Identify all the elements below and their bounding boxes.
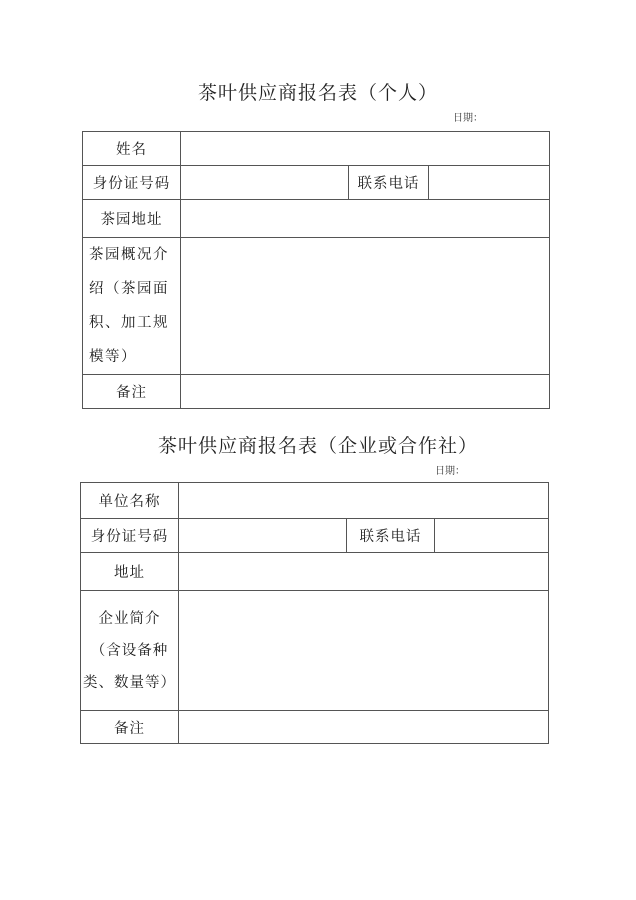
unit-name-label: 单位名称 bbox=[81, 483, 179, 519]
id-number-field[interactable] bbox=[181, 166, 349, 200]
garden-intro-label: 茶园概况介 绍（茶园面 积、加工规 模等） bbox=[83, 238, 181, 375]
phone-label: 联系电话 bbox=[349, 166, 429, 200]
id-phone-row bbox=[83, 166, 550, 200]
enterprise-phone-label: 联系电话 bbox=[347, 519, 435, 553]
garden-address-field[interactable] bbox=[181, 200, 550, 238]
enterprise-form-table bbox=[80, 482, 549, 744]
name-label: 姓名 bbox=[83, 132, 181, 166]
address-field[interactable] bbox=[179, 553, 549, 591]
individual-date-label: 日期： bbox=[453, 113, 483, 124]
enterprise-intro-row bbox=[81, 591, 549, 711]
enterprise-id-phone-row bbox=[81, 519, 549, 553]
address-row bbox=[81, 553, 549, 591]
enterprise-intro-label: 企业简介 （含设备种 类、数量等） bbox=[81, 591, 179, 711]
individual-form-table bbox=[82, 131, 550, 409]
enterprise-phone-field[interactable] bbox=[435, 519, 549, 553]
name-row bbox=[83, 132, 550, 166]
individual-form-title: 茶叶供应商报名表（个人） bbox=[197, 82, 438, 104]
remarks-field[interactable] bbox=[181, 375, 550, 409]
enterprise-remarks-row bbox=[81, 711, 549, 744]
garden-intro-field[interactable] bbox=[181, 238, 550, 375]
phone-field[interactable] bbox=[429, 166, 550, 200]
enterprise-intro-field[interactable] bbox=[179, 591, 549, 711]
address-label: 地址 bbox=[81, 553, 179, 591]
remarks-label: 备注 bbox=[83, 375, 181, 409]
garden-intro-row bbox=[83, 238, 550, 375]
enterprise-date-label: 日期： bbox=[435, 466, 465, 477]
unit-name-field[interactable] bbox=[179, 483, 549, 519]
name-field[interactable] bbox=[181, 132, 550, 166]
id-number-label: 身份证号码 bbox=[83, 166, 181, 200]
remarks-row bbox=[83, 375, 550, 409]
garden-address-label: 茶园地址 bbox=[83, 200, 181, 238]
enterprise-remarks-field[interactable] bbox=[179, 711, 549, 744]
enterprise-remarks-label: 备注 bbox=[81, 711, 179, 744]
enterprise-id-field[interactable] bbox=[179, 519, 347, 553]
unit-name-row bbox=[81, 483, 549, 519]
enterprise-form-title: 茶叶供应商报名表（企业或合作社） bbox=[157, 435, 478, 457]
enterprise-id-label: 身份证号码 bbox=[81, 519, 179, 553]
garden-address-row bbox=[83, 200, 550, 238]
